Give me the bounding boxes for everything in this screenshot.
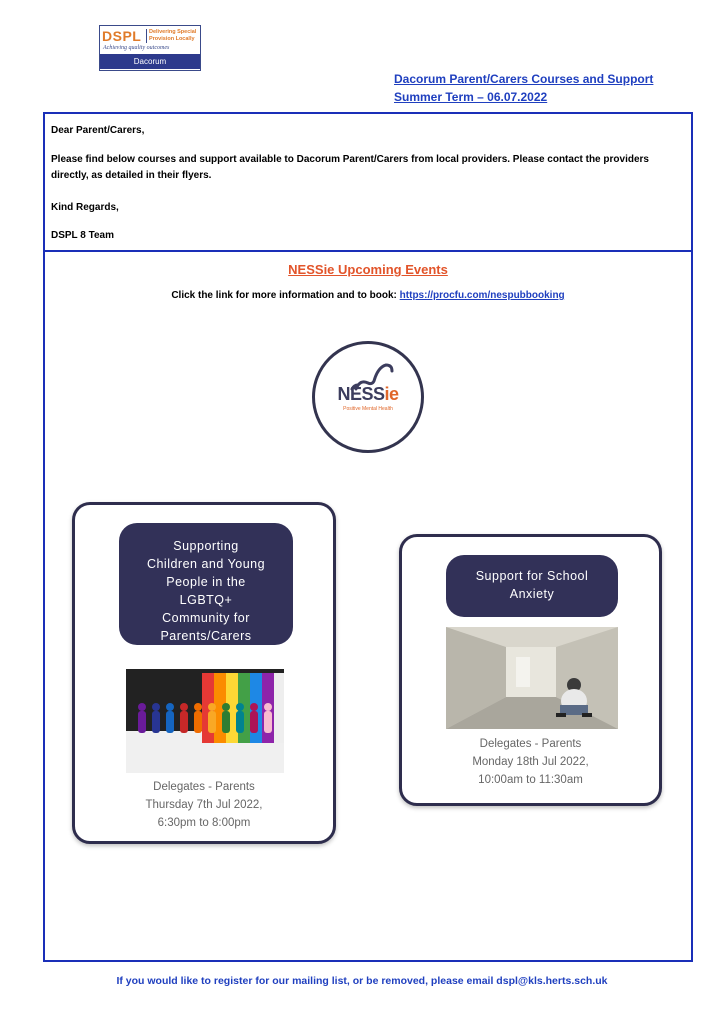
rainbow-figures-photo: [126, 669, 284, 773]
nessie-tagline: Positive Mental Health: [343, 406, 393, 412]
event-date: Thursday 7th Jul 2022,: [145, 799, 263, 811]
letter-box: [43, 112, 693, 252]
event-time: 10:00am to 11:30am: [478, 774, 583, 786]
nessie-word-accent: ie: [384, 384, 399, 404]
event-title-line: Children and Young: [146, 557, 266, 571]
letter-greeting: Dear Parent/Carers,: [51, 125, 145, 136]
event-card-lgbtq[interactable]: [72, 502, 336, 844]
logo-divider: [146, 29, 147, 43]
events-box: [43, 250, 693, 962]
booking-link[interactable]: https://procfu.com/nespubbooking: [399, 290, 565, 301]
logo-subtitle: Achieving quality outcomes: [103, 45, 170, 51]
logo-tagline-2: Provision Locally: [149, 36, 195, 42]
event-title-line: People in the: [166, 575, 246, 589]
document-title[interactable]: [394, 70, 694, 106]
event-details: [402, 735, 659, 789]
letter-body: Please find below courses and support available to Dacorum Parent/Carers from local providers. Please contact the providers directly, as detailed in their flyers.: [51, 154, 649, 181]
events-link-prefix: Click the link for more information and to book:: [171, 290, 397, 301]
event-time: 6:30pm to 8:00pm: [157, 817, 251, 829]
nessie-word-main: NESS: [337, 384, 385, 404]
child-in-corridor-photo: [446, 627, 618, 729]
events-heading: NESSie Upcoming Events: [288, 262, 448, 277]
title-line-1: Dacorum Parent/Carers Courses and Support: [394, 72, 654, 86]
event-audience: Delegates - Parents: [153, 781, 255, 793]
title-line-2: Summer Term – 06.07.2022: [394, 90, 548, 104]
logo-tagline-1: Delivering Special: [149, 29, 197, 35]
letter-signoff: Kind Regards,: [51, 202, 119, 213]
event-title-line: LGBTQ+: [179, 593, 233, 607]
event-audience: Delegates - Parents: [479, 738, 582, 750]
event-title-line: Support for School: [475, 569, 589, 583]
letter-team: DSPL 8 Team: [51, 230, 114, 241]
nessie-logo: [312, 341, 424, 453]
event-title-line: Supporting: [173, 539, 239, 553]
mailing-list-note[interactable]: If you would like to register for our mailing list, or be removed, please email dspl@kls.herts.sch.uk: [116, 975, 608, 987]
nessie-wordmark: [315, 384, 421, 405]
event-title-line: Community for: [162, 611, 250, 625]
event-title-pill: [446, 555, 618, 617]
event-title-line: Parents/Carers: [160, 629, 252, 643]
events-link-line: [45, 290, 691, 301]
event-card-school-anxiety[interactable]: [399, 534, 662, 806]
event-details: [75, 778, 333, 832]
dspl-logo: [99, 25, 201, 71]
event-title-line: Anxiety: [509, 587, 555, 601]
event-title-pill: [119, 523, 293, 645]
event-date: Monday 18th Jul 2022,: [472, 756, 589, 768]
logo-area-bar: Dacorum: [100, 54, 200, 69]
logo-mark: DSPL: [102, 28, 142, 44]
